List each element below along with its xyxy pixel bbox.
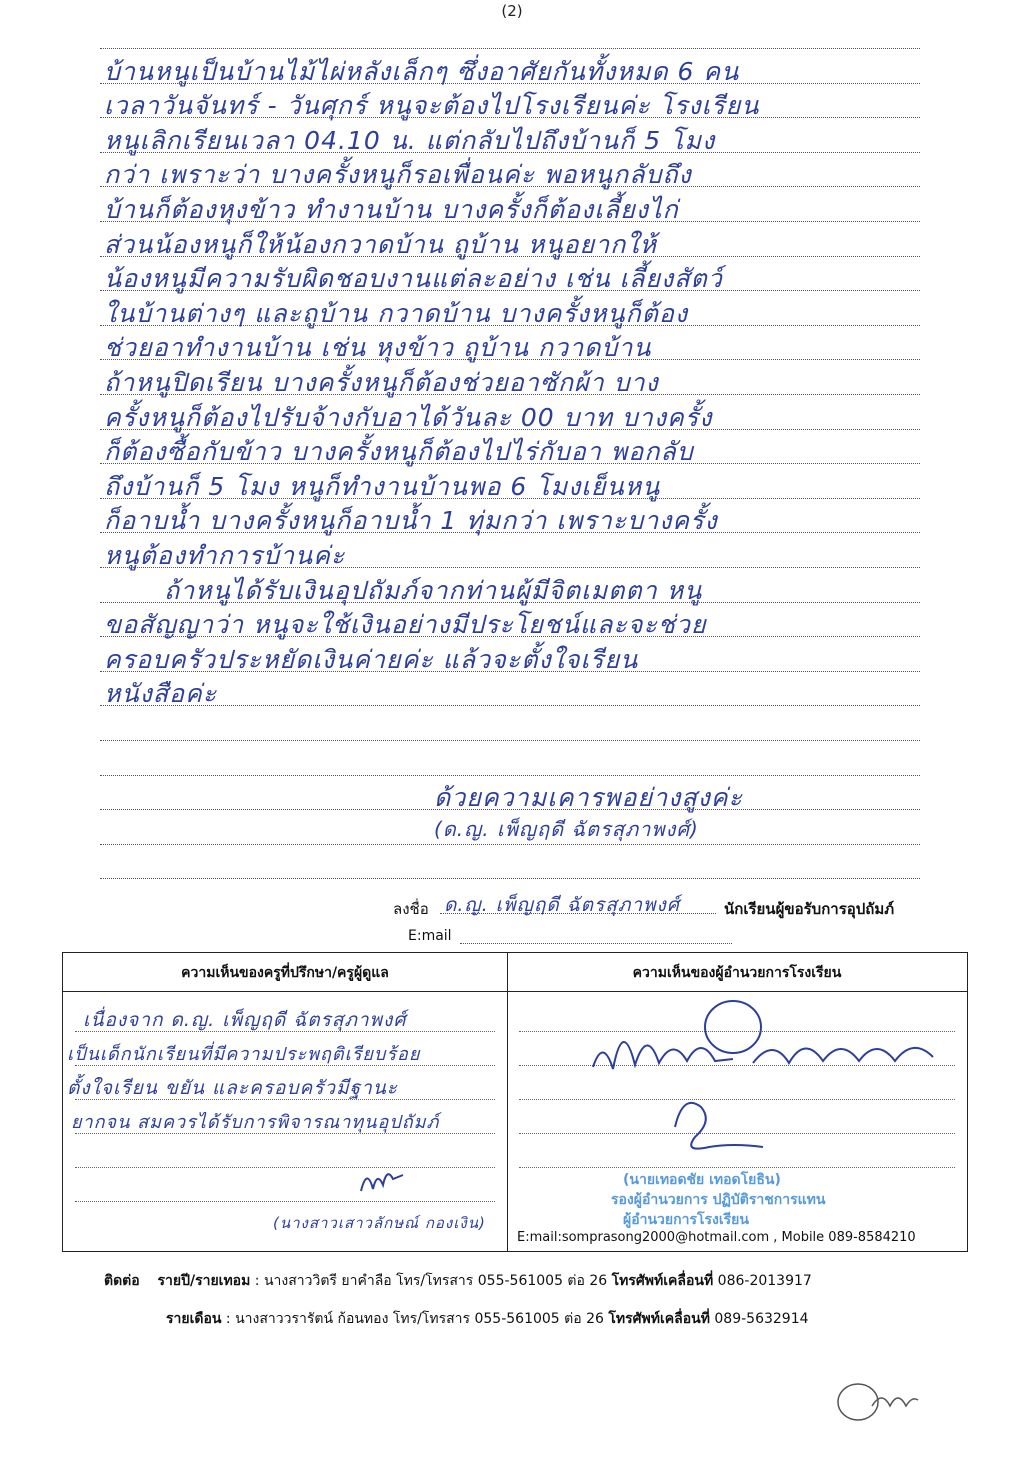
contact-person: : นางสาววิตรี ยาคำลือ โทร/โทรสาร 055-561005 ต่อ 26	[250, 1273, 612, 1289]
ruled-line	[100, 705, 920, 706]
teacher-comment-line: เป็นเด็กนักเรียนที่มีความประพฤติเรียบร้อย	[67, 1044, 421, 1065]
signature-prefix: ลงชื่อ	[393, 900, 429, 918]
contact-row	[166, 1308, 809, 1330]
letter-line: หนูต้องทำการบ้านค่ะ	[104, 541, 346, 570]
opinion-box	[62, 952, 968, 1252]
box-divider-horizontal	[63, 991, 967, 992]
student-signature: ด.ญ. เพ็ญฤดี ฉัตรสุภาพงศ์	[444, 894, 680, 916]
ruled-line	[100, 878, 920, 879]
teacher-comment-line: ตั้งใจเรียน ขยัน และครอบครัวมีฐานะ	[67, 1077, 398, 1099]
letter-line: ช่วยอาทำงานบ้าน เช่น หุงข้าว ถูบ้าน กวาดบ้าน	[104, 333, 652, 363]
director-contact: E:mail:somprasong2000@hotmail.com , Mobile 089-8584210	[517, 1230, 916, 1245]
director-title-stamp: รองผู้อำนวยการ ปฏิบัติราชการแทน	[611, 1192, 826, 1208]
page-number: (2)	[501, 2, 523, 20]
contact-mobile: 086-2013917	[713, 1273, 812, 1289]
teacher-signature-mark	[353, 1161, 413, 1201]
email-label: E:mail	[408, 928, 452, 944]
teacher-comment-line: เนื่องจาก ด.ญ. เพ็ญฤดี ฉัตรสุภาพงศ์	[83, 1009, 407, 1031]
teacher-signer-name: (นางสาวเสาวลักษณ์ กองเงิน)	[273, 1214, 486, 1232]
letter-line: เวลาวันจันทร์ - วันศุกร์ หนูจะต้องไปโรงเรียนค่ะ โรงเรียน	[104, 91, 760, 121]
director-title-stamp-2: ผู้อำนวยการโรงเรียน	[623, 1212, 749, 1228]
email-line	[460, 943, 732, 944]
ruled-line	[100, 48, 920, 49]
letter-line: ถ้าหนูปิดเรียน บางครั้งหนูก็ต้องช่วยอาซักผ้า บาง	[104, 368, 659, 397]
letter-line: ครั้งหนูก็ต้องไปรับจ้างกับอาได้วันละ 00 บาท บางครั้ง	[104, 402, 713, 432]
teacher-line	[75, 1167, 495, 1168]
signature-suffix: นักเรียนผู้ขอรับการอุปถัมภ์	[724, 900, 895, 918]
teacher-line	[75, 1201, 495, 1202]
ruled-line	[100, 775, 920, 776]
contact-row	[104, 1270, 812, 1292]
letter-line: ก็อาบน้ำ บางครั้งหนูก็อาบน้ำ 1 ทุ่มกว่า เพราะบางครั้ง	[104, 506, 718, 536]
contact-person: : นางสาววรารัตน์ ก้อนทอง โทร/โทรสาร 055-561005 ต่อ 26	[221, 1311, 609, 1327]
letter-line: บ้านหนูเป็นบ้านไม้ไผ่หลังเล็กๆ ซึ่งอาศัยกันทั้งหมด 6 คน	[104, 56, 740, 86]
ruled-line	[100, 740, 920, 741]
director-name-stamp: (นายเทอดชัย เทอดโยธิน)	[623, 1172, 781, 1188]
letter-line: ถึงบ้านก็ 5 โมง หนูก็ทำงานบ้านพอ 6 โมงเย็นหนู	[104, 471, 661, 501]
contact-label: รายเดือน	[166, 1311, 222, 1327]
teacher-comment-line: ยากจน สมควรได้รับการพิจารณาทุนอุปถัมภ์	[71, 1112, 440, 1133]
letter-line: (ด.ญ. เพ็ญฤดี ฉัตรสุภาพงศ์)	[434, 816, 699, 841]
contact-mobile-label: โทรศัพท์เคลื่อนที่	[608, 1311, 710, 1327]
contact-lead: ติดต่อ	[104, 1273, 140, 1289]
letter-line: กว่า เพราะว่า บางครั้งหนูก็รอเพื่อนค่ะ พอหนูกลับถึง	[104, 160, 692, 190]
letter-line: น้องหนูมีความรับผิดชอบงานแต่ละอย่าง เช่น เลี้ยงสัตว์	[104, 264, 723, 294]
contact-mobile: 089-5632914	[709, 1311, 809, 1327]
box-divider-vertical	[507, 953, 508, 1251]
letter-line: ถ้าหนูได้รับเงินอุปถัมภ์จากท่านผู้มีจิตเมตตา หนู	[164, 575, 703, 605]
letter-line: ด้วยความเคารพอย่างสูงค่ะ	[434, 783, 743, 813]
director-opinion-header: ความเห็นของผู้อำนวยการโรงเรียน	[632, 965, 842, 981]
letter-line: ในบ้านต่างๆ และถูบ้าน กวาดบ้าน บางครั้งหนูก็ต้อง	[104, 298, 689, 328]
letter-line: ส่วนน้องหนูก็ให้น้องกวาดบ้าน ถูบ้าน หนูอยากให้	[104, 229, 657, 259]
letter-line: ขอสัญญาว่า หนูจะใช้เงินอย่างมีประโยชน์และจะช่วย	[104, 610, 707, 640]
corner-initial-mark	[832, 1376, 922, 1426]
letter-line: บ้านก็ต้องหุงข้าว ทำงานบ้าน บางครั้งก็ต้องเลี้ยงไก่	[104, 195, 679, 224]
contact-mobile-label: โทรศัพท์เคลื่อนที่	[611, 1273, 714, 1289]
letter-line: หนังสือค่ะ	[104, 679, 218, 709]
director-signature-scribble	[583, 997, 963, 1187]
contact-label: รายปี/รายเทอม	[157, 1273, 251, 1289]
letter-line: หนูเลิกเรียนเวลา 04.10 น. แต่กลับไปถึงบ้านก็ 5 โมง	[104, 125, 716, 155]
letter-line: ครอบครัวประหยัดเงินค่ายค่ะ แล้วจะตั้งใจเรียน	[104, 644, 639, 674]
letter-line: ก็ต้องซื้อกับข้าว บางครั้งหนูก็ต้องไปไร่กับอา พอกลับ	[104, 437, 694, 467]
teacher-opinion-header: ความเห็นของครูที่ปรึกษา/ครูผู้ดูแล	[181, 965, 389, 981]
